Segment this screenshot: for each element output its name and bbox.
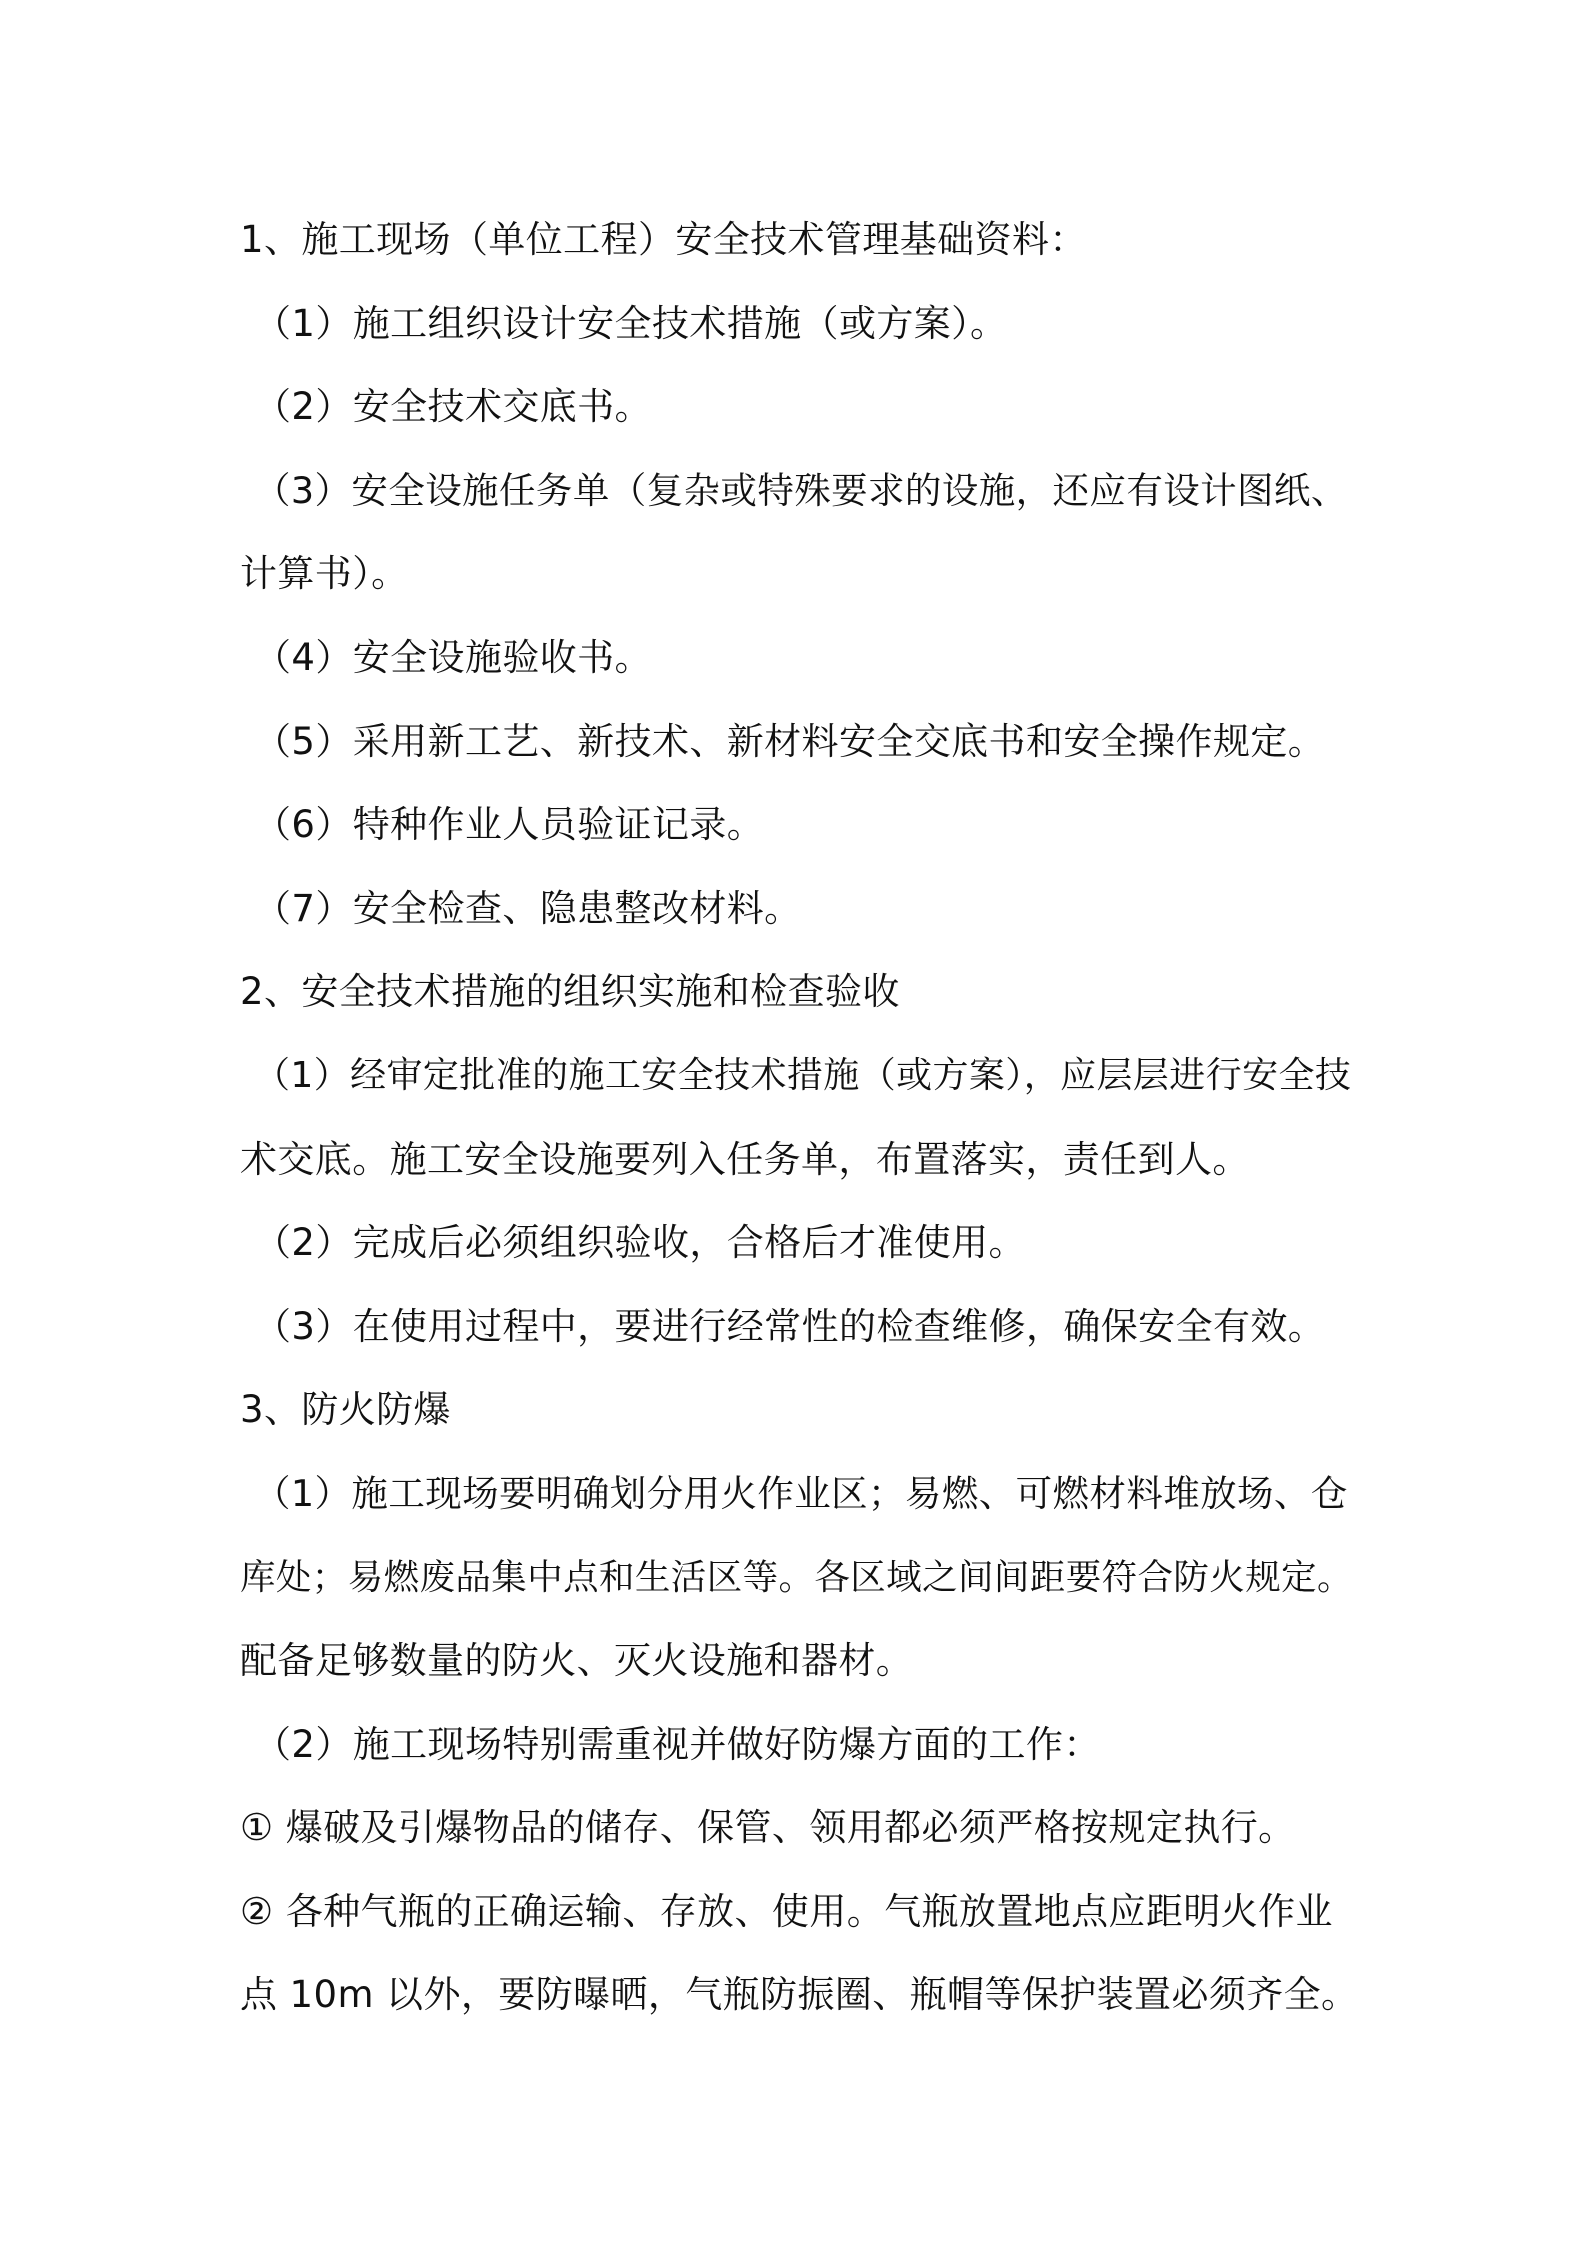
section-1-item-6: （6）特种作业人员验证记录。 <box>254 803 765 847</box>
section-2-item-1: （1）经审定批准的施工安全技术措施（或方案），应层层进行安全技 <box>254 1054 1352 1096</box>
section-3-item-1-continued: 库处；易燃废品集中点和生活区等。各区域之间间距要符合防火规定。 <box>240 1556 1353 1598</box>
section-2-item-2: （2）完成后必须组织验收，合格后才准使用。 <box>254 1221 1026 1265</box>
section-3-subitem-2: ② 各种气瓶的正确运输、存放、使用。气瓶放置地点应距明火作业 <box>240 1889 1333 1933</box>
section-3-heading: 3、防火防爆 <box>240 1388 451 1432</box>
section-3-item-1: （1）施工现场要明确划分用火作业区；易燃、可燃材料堆放场、仓 <box>254 1471 1348 1515</box>
section-1-item-1: （1）施工组织设计安全技术措施（或方案）。 <box>254 301 1008 345</box>
document-body <box>240 198 1360 2037</box>
section-1-item-7: （7）安全检查、隐患整改材料。 <box>254 886 802 930</box>
section-2-heading: 2、安全技术措施的组织实施和检查验收 <box>240 970 900 1014</box>
section-3-subitem-1: ① 爆破及引爆物品的储存、保管、领用都必须严格按规定执行。 <box>240 1806 1296 1850</box>
section-1-item-5: （5）采用新工艺、新技术、新材料安全交底书和安全操作规定。 <box>254 719 1326 763</box>
section-3-item-1-continued-2: 配备足够数量的防火、灭火设施和器材。 <box>240 1639 914 1683</box>
section-1-heading: 1、施工现场（单位工程）安全技术管理基础资料： <box>240 218 1087 261</box>
section-3-subitem-2-continued: 点 10m 以外，要防曝晒，气瓶防振圈、瓶帽等保护装置必须齐全。 <box>240 1973 1359 2017</box>
section-2-item-3: （3）在使用过程中，要进行经常性的检查维修，确保安全有效。 <box>254 1304 1326 1348</box>
section-2-item-1-continued: 术交底。施工安全设施要列入任务单，布置落实，责任到人。 <box>240 1137 1250 1181</box>
section-1-item-4: （4）安全设施验收书。 <box>254 635 652 679</box>
section-1-item-2: （2）安全技术交底书。 <box>254 385 652 429</box>
section-3-item-2: （2）施工现场特别需重视并做好防爆方面的工作： <box>254 1722 1101 1766</box>
section-1-item-3: （3）安全设施任务单（复杂或特殊要求的设施，还应有设计图纸、 <box>254 468 1348 512</box>
section-1-item-3-continued: 计算书）。 <box>240 552 409 596</box>
